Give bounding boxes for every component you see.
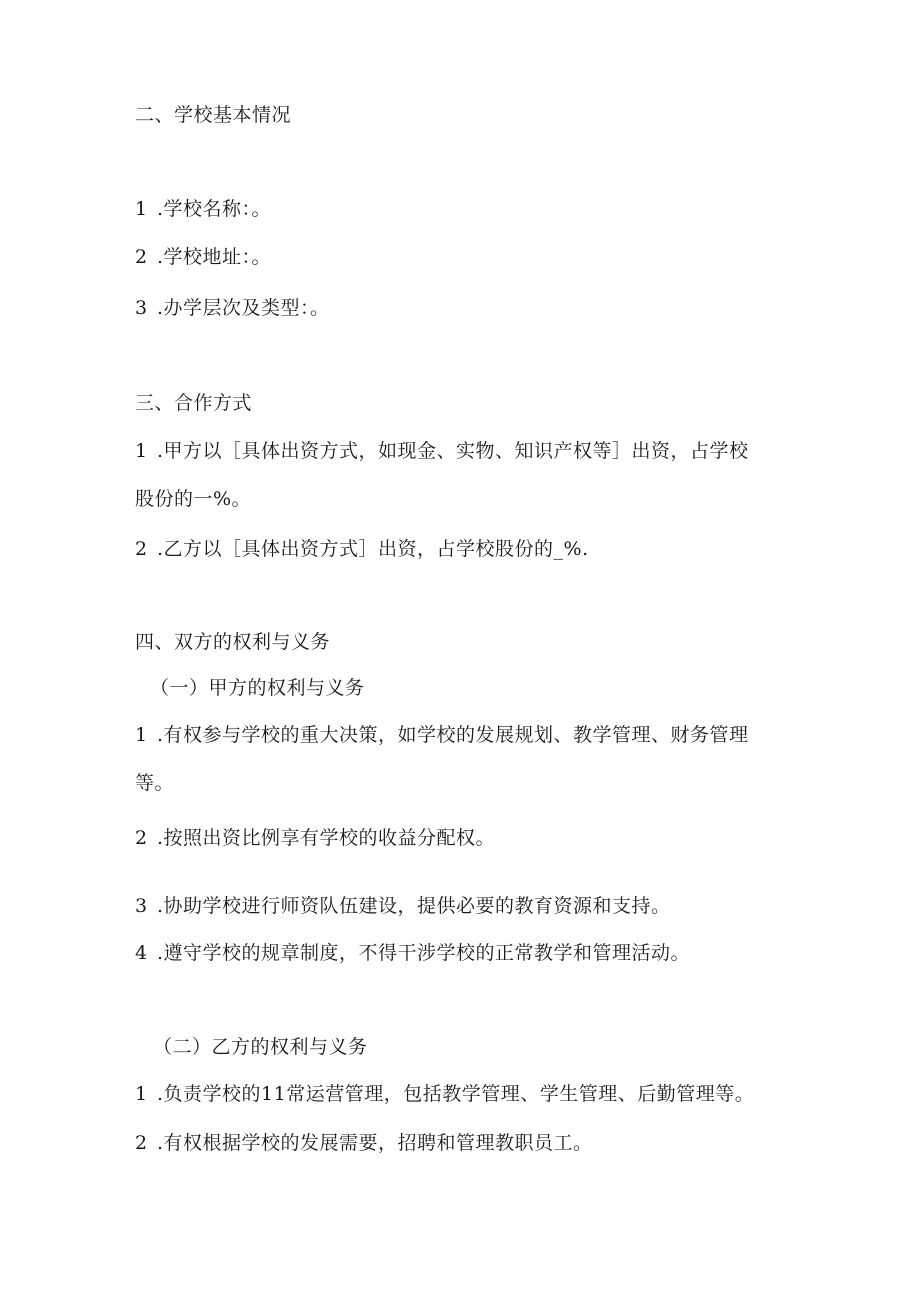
item-number: 3 xyxy=(135,297,148,319)
item-number: 1 xyxy=(135,198,148,220)
item-text: .学校地址：。 xyxy=(157,246,272,268)
item-number: 4 xyxy=(135,942,148,964)
list-item-party-a-contribution xyxy=(135,439,749,463)
list-item-a-rules xyxy=(135,941,690,965)
list-item-a-decision xyxy=(135,723,749,747)
item-number: 1 xyxy=(135,1083,148,1105)
item-text: .有权参与学校的重大决策，如学校的发展规划、教学管理、财务管理 xyxy=(157,724,749,746)
list-item-party-b-contribution xyxy=(135,537,589,561)
item-text: .负责学校的11常运营管理，包括教学管理、学生管理、后勤管理等。 xyxy=(157,1083,755,1105)
item-text: .按照出资比例享有学校的收益分配权。 xyxy=(157,827,496,849)
item-text: .甲方以［具体出资方式，如现金、实物、知识产权等］出资，占学校 xyxy=(157,440,749,462)
subsection-heading-party-a: （一）甲方的权利与义务 xyxy=(150,677,365,699)
item-number: 2 xyxy=(135,1132,148,1154)
list-item-b-staff xyxy=(135,1131,593,1155)
item-number: 1 xyxy=(135,724,148,746)
item-number: 3 xyxy=(135,895,148,917)
item-number: 2 xyxy=(135,538,148,560)
section-heading-rights-obligations: 四、双方的权利与义务 xyxy=(135,631,331,653)
item-text: .学校名称：。 xyxy=(157,198,272,220)
item-text: .乙方以［具体出资方式］出资，占学校股份的_%. xyxy=(157,538,589,560)
list-item-a-teachers xyxy=(135,894,671,918)
list-item-continuation: 等。 xyxy=(135,772,175,794)
list-item-a-profit xyxy=(135,826,495,850)
section-heading-basic-info: 二、学校基本情况 xyxy=(135,104,292,126)
item-text: .协助学校进行师资队伍建设，提供必要的教育资源和支持。 xyxy=(157,895,671,917)
list-item-school-type xyxy=(135,296,330,320)
item-number: 2 xyxy=(135,246,148,268)
list-item-continuation: 股份的一%。 xyxy=(135,488,252,510)
item-number: 1 xyxy=(135,440,148,462)
section-heading-cooperation: 三、合作方式 xyxy=(135,392,253,414)
item-text: .办学层次及类型：。 xyxy=(157,297,330,319)
list-item-school-address xyxy=(135,245,271,269)
item-text: .遵守学校的规章制度，不得干涉学校的正常教学和管理活动。 xyxy=(157,942,691,964)
subsection-heading-party-b: （二）乙方的权利与义务 xyxy=(153,1036,368,1058)
list-item-school-name xyxy=(135,197,271,221)
item-text: .有权根据学校的发展需要，招聘和管理教职员工。 xyxy=(157,1132,593,1154)
item-number: 2 xyxy=(135,827,148,849)
list-item-b-operations xyxy=(135,1082,754,1106)
